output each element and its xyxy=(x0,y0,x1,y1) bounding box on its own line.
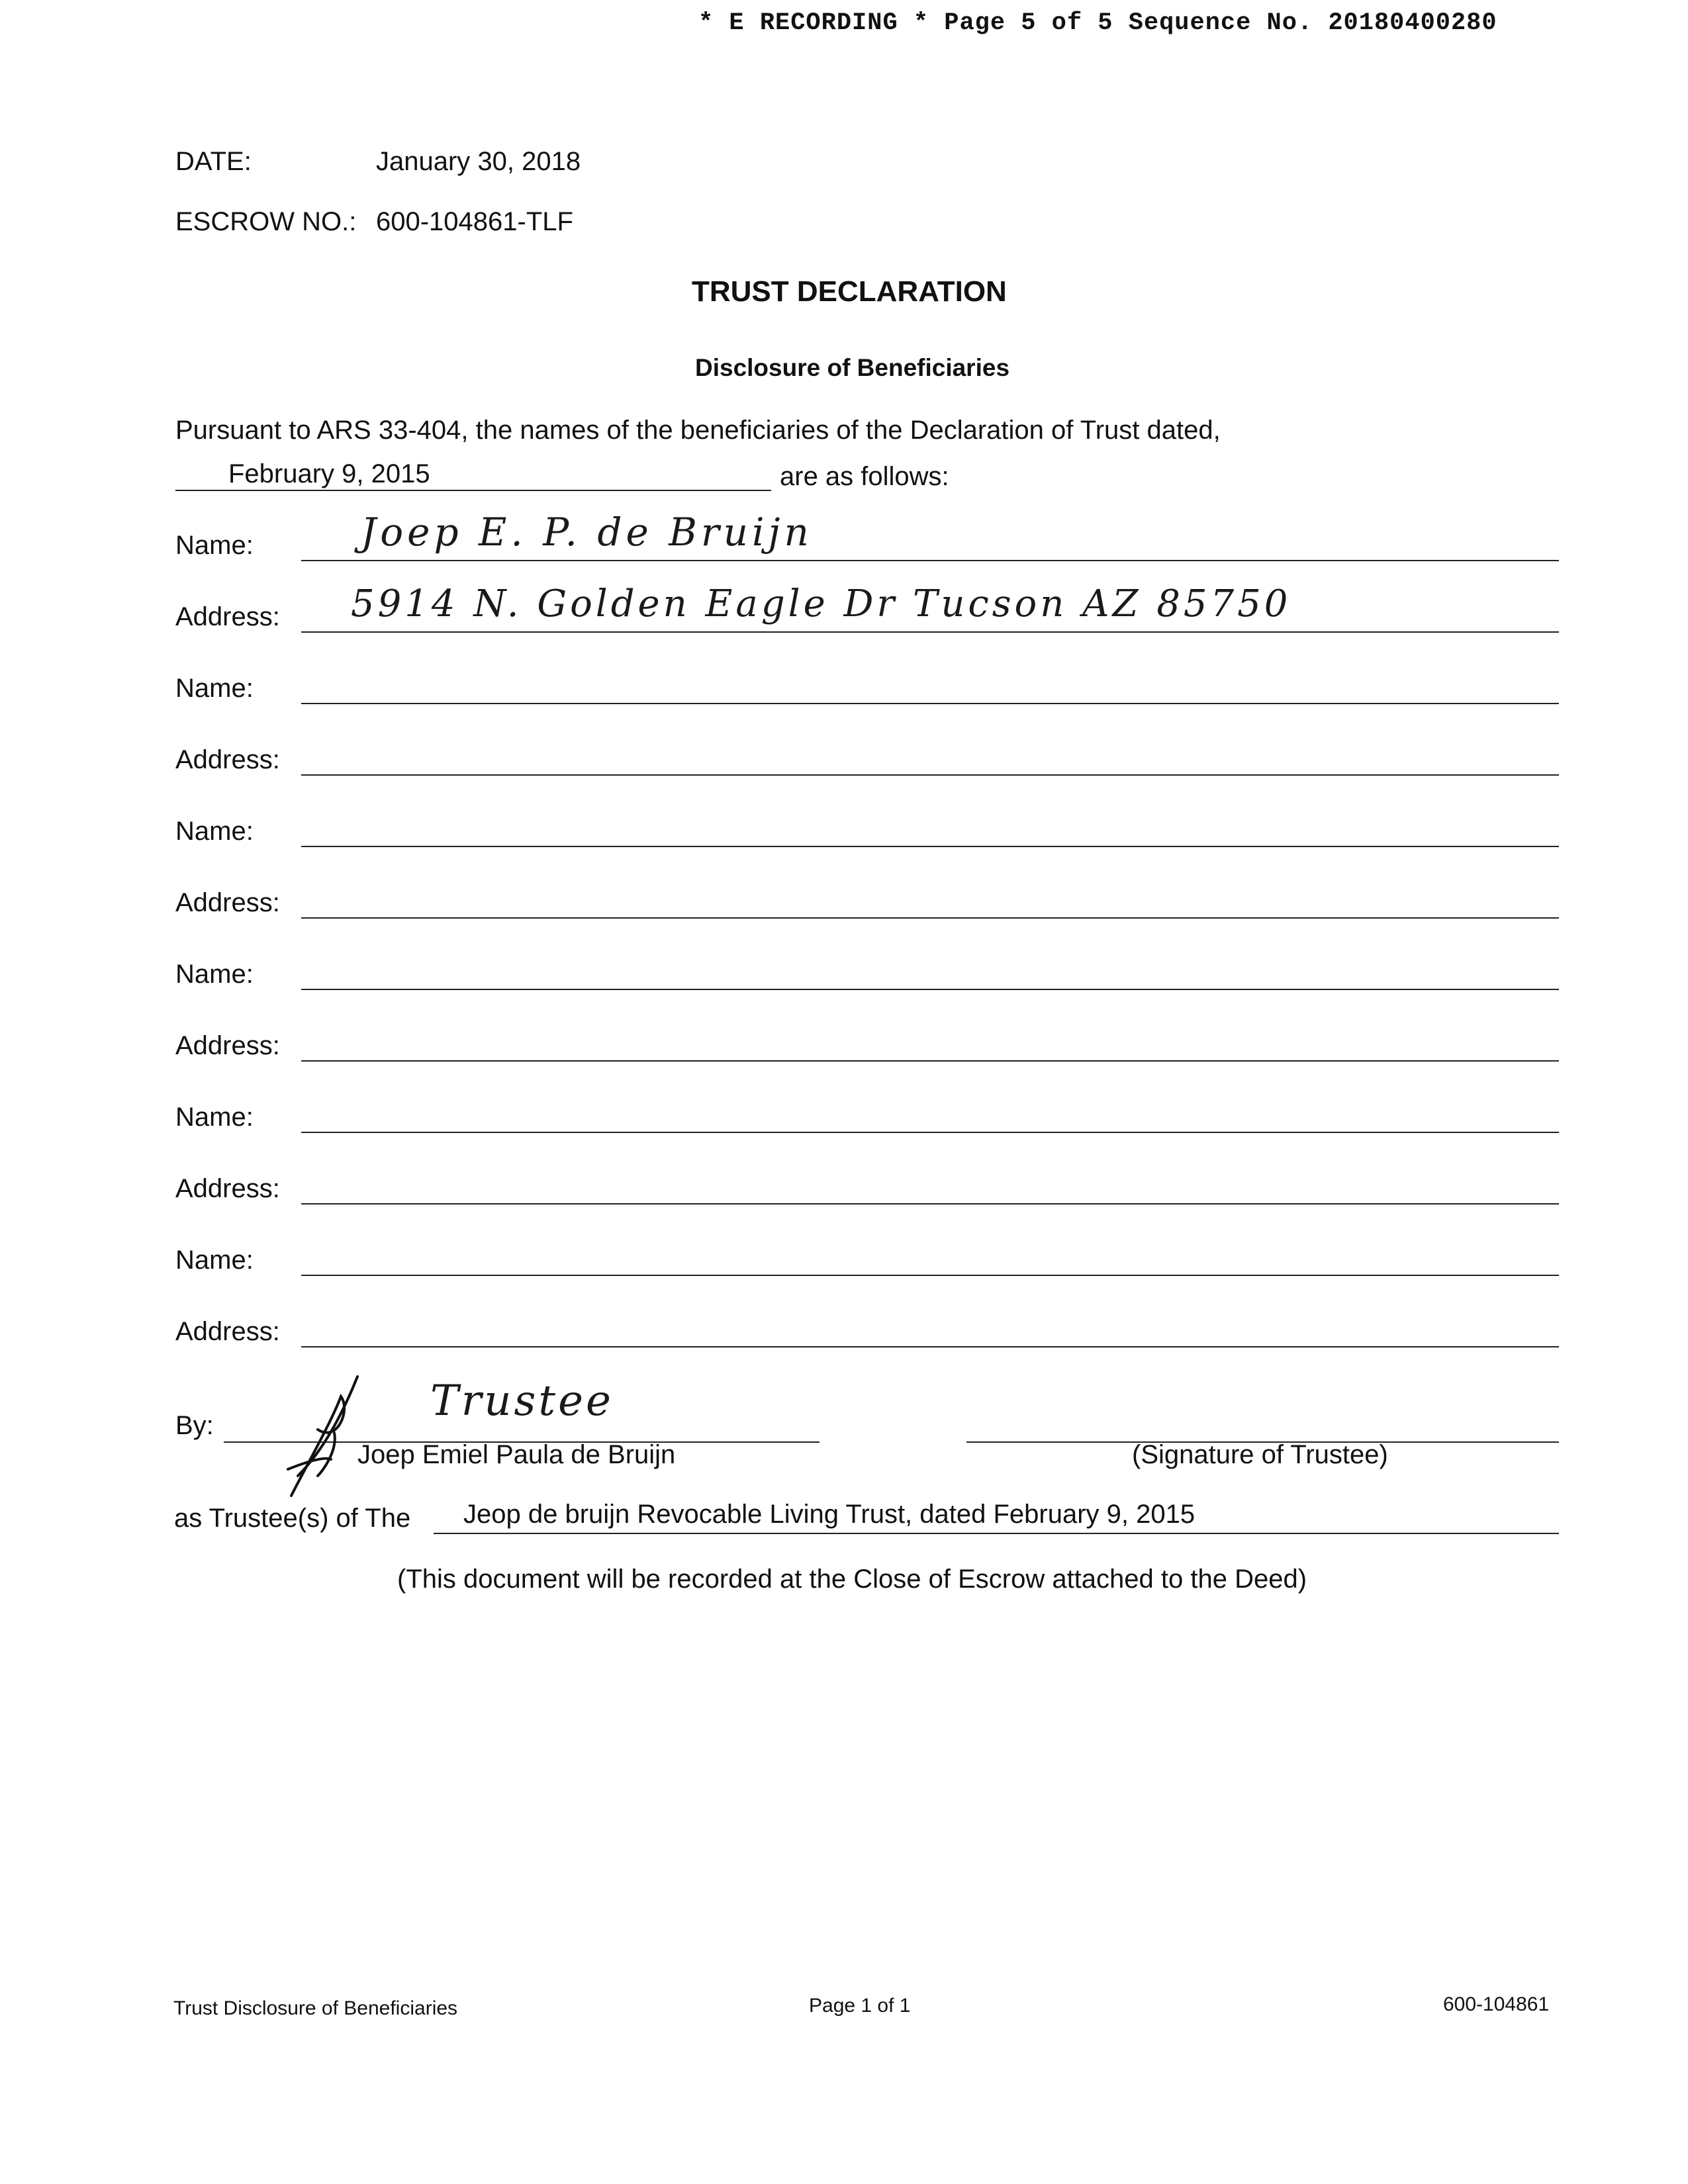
beneficiary-3-address-label: Address: xyxy=(175,888,280,917)
beneficiary-4-name-line xyxy=(301,989,1559,990)
intro-suffix: are as follows: xyxy=(780,462,949,491)
signer-name: Joep Emiel Paula de Bruijn xyxy=(357,1440,676,1469)
beneficiary-2-address-line xyxy=(301,774,1559,776)
trust-date-value: February 9, 2015 xyxy=(228,459,430,488)
beneficiary-3-name-line xyxy=(301,846,1559,847)
beneficiary-6-name-label: Name: xyxy=(175,1246,254,1275)
recording-note: (This document will be recorded at the Close of Escrow attached to the Deed) xyxy=(397,1565,1307,1594)
escrow-value: 600-104861-TLF xyxy=(376,207,573,236)
beneficiary-5-address-line xyxy=(301,1203,1559,1205)
beneficiary-2-name-line xyxy=(301,703,1559,704)
beneficiary-1-name-label: Name: xyxy=(175,531,254,560)
beneficiary-4-address-label: Address: xyxy=(175,1031,280,1060)
beneficiary-4-address-line xyxy=(301,1060,1559,1062)
footer-page-number: Page 1 of 1 xyxy=(809,1995,911,2017)
beneficiary-6-address-line xyxy=(301,1346,1559,1347)
date-label: DATE: xyxy=(175,147,252,176)
footer-right: 600-104861 xyxy=(1443,1993,1550,2015)
escrow-label: ESCROW NO.: xyxy=(175,207,357,236)
beneficiary-1-address: 5914 N. Golden Eagle Dr Tucson AZ 85750 xyxy=(351,582,1291,625)
document-title: TRUST DECLARATION xyxy=(692,275,1007,308)
beneficiary-3-address-line xyxy=(301,917,1559,919)
by-label: By: xyxy=(175,1411,214,1440)
beneficiary-5-name-label: Name: xyxy=(175,1103,254,1132)
beneficiary-3-name-label: Name: xyxy=(175,817,254,846)
footer-left: Trust Disclosure of Beneficiaries xyxy=(173,1997,458,2019)
intro-text: Pursuant to ARS 33-404, the names of the beneficiaries of the Declaration of Trust dated, xyxy=(175,416,1221,445)
beneficiary-1-address-line xyxy=(301,631,1559,633)
beneficiary-6-name-line xyxy=(301,1275,1559,1276)
signature-trustee-text: Trustee xyxy=(430,1377,614,1426)
beneficiary-5-name-line xyxy=(301,1132,1559,1133)
document-subtitle: Disclosure of Beneficiaries xyxy=(695,354,1010,381)
beneficiary-1-address-label: Address: xyxy=(175,602,280,631)
trust-name-line xyxy=(434,1533,1559,1534)
date-value: January 30, 2018 xyxy=(376,147,581,176)
trust-name: Jeop de bruijn Revocable Living Trust, dated February 9, 2015 xyxy=(463,1500,1196,1529)
second-signature-caption: (Signature of Trustee) xyxy=(1132,1440,1388,1469)
beneficiary-2-address-label: Address: xyxy=(175,745,280,774)
beneficiary-1-name-line xyxy=(301,560,1559,561)
beneficiary-2-name-label: Name: xyxy=(175,674,254,703)
beneficiary-1-name: Joep E. P. de Bruijn xyxy=(361,510,813,555)
trustee-prefix: as Trustee(s) of The xyxy=(174,1504,411,1533)
beneficiary-5-address-label: Address: xyxy=(175,1174,280,1203)
recording-stamp: * E RECORDING * Page 5 of 5 Sequence No. 20180400280 xyxy=(698,9,1497,37)
beneficiary-4-name-label: Name: xyxy=(175,960,254,989)
trust-date-line xyxy=(175,490,771,491)
beneficiary-6-address-label: Address: xyxy=(175,1317,280,1346)
